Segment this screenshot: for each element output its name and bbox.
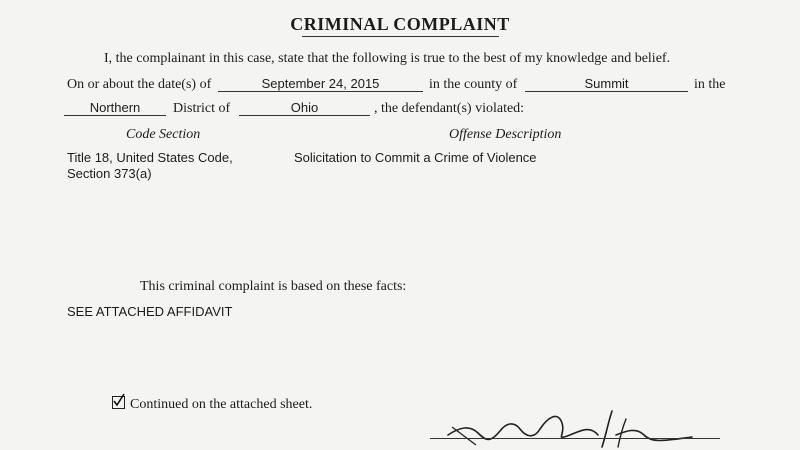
checkmark-icon [112,393,126,408]
intro-statement: I, the complainant in this case, state that the following is true to the best of my knowledge and belief. [104,51,671,66]
date-field: September 24, 2015 [218,76,423,92]
facts-intro: This criminal complaint is based on these facts: [140,279,407,294]
district-line-middle: District of [173,101,231,116]
county-field: Summit [525,76,688,92]
district-line-suffix: , the defendant(s) violated: [374,101,525,116]
district-field: Northern [64,100,166,116]
code-section-line-2: Section 373(a) [67,166,152,181]
continued-row [112,396,312,413]
code-section-header: Code Section [126,127,201,142]
date-line-middle: in the county of [429,77,518,92]
state-field: Ohio [239,100,370,116]
continued-checkbox[interactable] [112,396,125,409]
code-section-value [67,150,233,182]
offense-description-value: Solicitation to Commit a Crime of Violence [294,150,537,165]
facts-value: SEE ATTACHED AFFIDAVIT [67,304,233,319]
signature-line [430,438,720,439]
date-line-prefix: On or about the date(s) of [67,77,212,92]
code-section-line-1: Title 18, United States Code, [67,150,233,165]
document-title: CRIMINAL COMPLAINT [0,14,800,35]
offense-description-header: Offense Description [449,127,562,142]
date-line-suffix: in the [694,77,726,92]
complainant-signature [430,405,730,450]
continued-label: Continued on the attached sheet. [130,397,313,412]
